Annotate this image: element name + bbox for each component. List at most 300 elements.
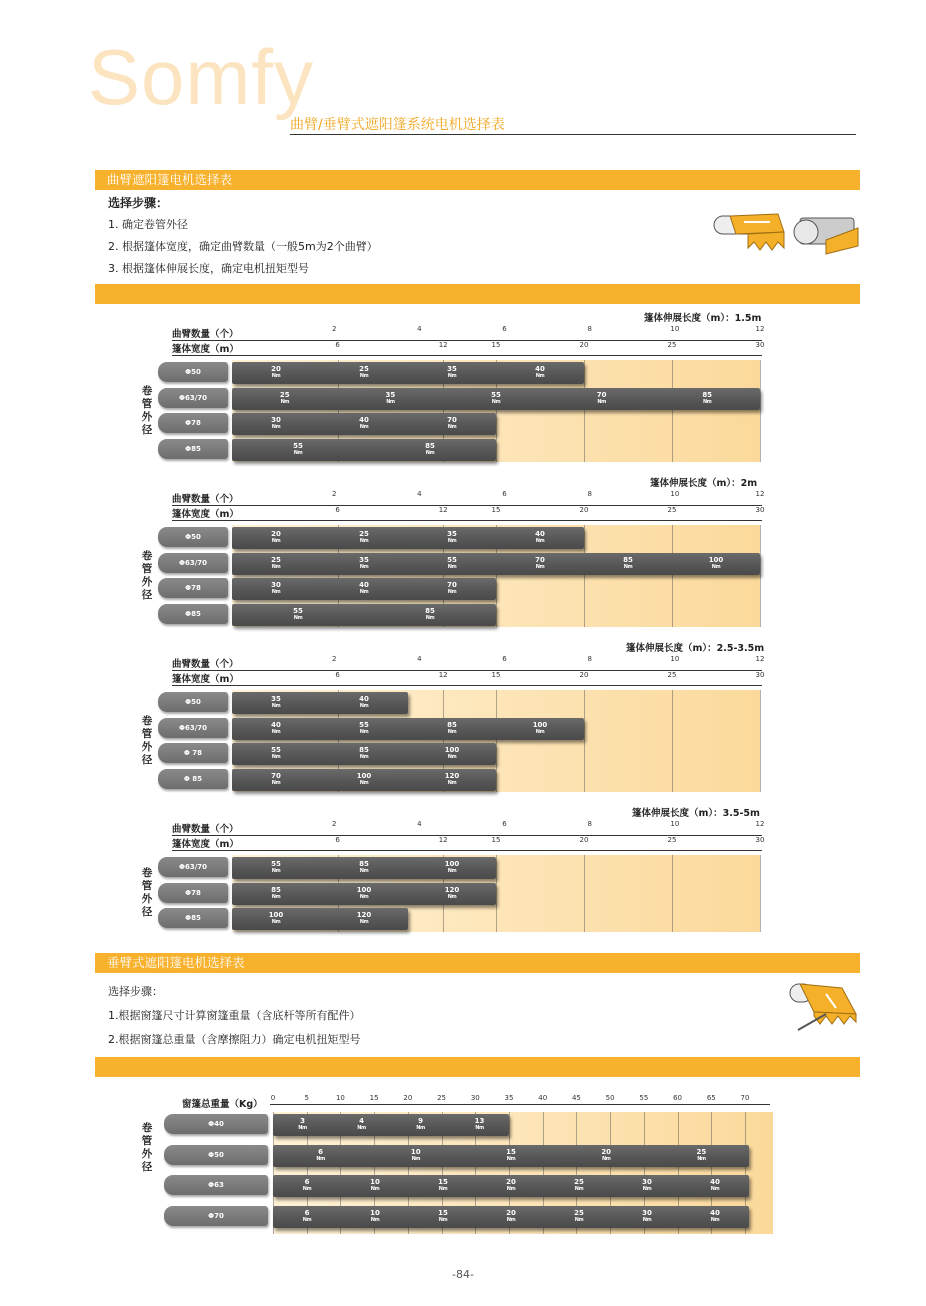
grid-line <box>584 855 585 932</box>
torque-value <box>447 722 457 736</box>
torque-unit: Nm <box>447 538 457 544</box>
torque-number: 100 <box>268 911 284 919</box>
torque-number: 120 <box>356 911 372 919</box>
torque-number: 100 <box>708 555 724 564</box>
vertical-char: 卷 <box>141 715 153 727</box>
torque-number: 30 <box>642 1208 652 1217</box>
torque-bar <box>232 413 496 435</box>
arm-tick-label: 4 <box>417 655 422 663</box>
torque-unit: Nm <box>359 589 369 595</box>
width-tick-label: 20 <box>579 671 589 679</box>
torque-number: 100 <box>356 885 372 894</box>
torque-unit: Nm <box>447 589 457 595</box>
torque-unit: Nm <box>425 449 435 456</box>
tube-pill: Φ50 <box>158 527 228 547</box>
width-tick-label: 6 <box>335 341 340 349</box>
torque-unit: Nm <box>359 893 369 900</box>
vertical-char: 卷 <box>141 550 153 562</box>
width-tick-label: 15 <box>491 671 501 679</box>
torque-unit: Nm <box>447 563 457 570</box>
torque-value <box>411 1149 421 1163</box>
arm-tick-label: 12 <box>755 325 765 333</box>
torque-value <box>271 366 281 380</box>
arm-tick-label: 6 <box>502 820 507 828</box>
torque-unit: Nm <box>642 1216 652 1223</box>
torque-number: 35 <box>447 365 457 373</box>
arm-tick-label: 2 <box>331 325 337 333</box>
vertical-char: 外 <box>141 1148 153 1160</box>
chart-title: 篷体伸展长度（m）：2.5-3.5m <box>626 643 765 654</box>
tube-pill: Φ63/70 <box>158 553 228 573</box>
torque-number: 30 <box>271 416 281 424</box>
torque-number: 9 <box>418 1117 423 1125</box>
arm-tick-label: 10 <box>670 655 680 663</box>
torque-unit: Nm <box>359 754 369 760</box>
tube-pill: Φ50 <box>158 692 228 712</box>
arm-count-label: 曲臂数量（个） <box>172 494 239 505</box>
torque-value <box>445 887 460 901</box>
torque-bar <box>232 692 408 714</box>
torque-value <box>271 747 281 761</box>
torque-number: 85 <box>702 390 713 399</box>
cassette-awning-icon <box>792 210 862 258</box>
torque-unit: Nm <box>271 868 281 874</box>
torque-bar <box>232 604 496 626</box>
torque-value <box>269 912 284 926</box>
vertical-char: 径 <box>141 906 153 919</box>
width-tick-label: 6 <box>335 671 340 679</box>
weight-tick-label: 20 <box>403 1094 413 1102</box>
torque-unit: Nm <box>359 703 369 709</box>
torque-bar <box>232 857 496 879</box>
torque-value <box>357 1118 365 1132</box>
torque-unit: Nm <box>447 424 457 430</box>
section-title: 曲臂遮阳篷电机选择表 <box>107 172 233 187</box>
section-header-drop <box>95 953 860 973</box>
torque-number: 85 <box>425 441 435 450</box>
vertical-char: 管 <box>141 398 153 410</box>
torque-number: 85 <box>271 885 281 894</box>
axis-line <box>172 685 762 686</box>
torque-unit: Nm <box>574 1216 584 1223</box>
section-header-arm <box>95 170 860 190</box>
width-tick-label: 15 <box>491 341 501 349</box>
torque-unit: Nm <box>370 1186 380 1192</box>
grid-line <box>760 360 761 462</box>
torque-value <box>359 722 369 736</box>
arm-tick-label: 12 <box>755 820 765 828</box>
torque-value <box>438 1210 448 1224</box>
tube-pill: Φ63 <box>164 1175 268 1195</box>
torque-unit: Nm <box>386 398 395 405</box>
torque-unit: Nm <box>271 893 281 900</box>
width-label: 篷体宽度（m） <box>172 509 239 520</box>
tube-pill: Φ70 <box>164 1206 268 1226</box>
torque-number: 25 <box>574 1178 584 1186</box>
torque-number: 40 <box>535 530 545 538</box>
torque-value <box>271 887 281 901</box>
torque-number: 35 <box>447 530 457 538</box>
torque-value <box>359 747 369 761</box>
torque-bar <box>273 1145 749 1167</box>
torque-value <box>357 887 372 901</box>
torque-value <box>445 773 460 787</box>
axis-line <box>172 520 762 521</box>
brand-watermark: Somfy <box>88 33 315 121</box>
torque-unit: Nm <box>535 728 545 735</box>
torque-bar <box>273 1206 749 1228</box>
torque-number: 40 <box>359 581 369 589</box>
step-item: 2. 根据篷体宽度，确定曲臂数量（一般5m为2个曲臂） <box>108 240 378 253</box>
width-tick-label: 20 <box>579 506 589 514</box>
torque-number: 4 <box>359 1117 364 1125</box>
section-divider-bar <box>95 1057 860 1077</box>
tube-pill: Φ78 <box>158 413 228 433</box>
torque-number: 70 <box>447 416 457 424</box>
torque-number: 70 <box>535 555 545 564</box>
step-item: 2.根据窗篷总重量（含摩擦阻力）确定电机扭矩型号 <box>108 1033 361 1046</box>
torque-unit: Nm <box>447 728 457 735</box>
torque-value <box>293 608 303 622</box>
torque-unit: Nm <box>623 563 633 570</box>
torque-value <box>697 1149 707 1163</box>
grid-line <box>584 525 585 627</box>
torque-unit: Nm <box>316 1155 325 1162</box>
torque-bar <box>232 769 496 791</box>
section-divider-bar <box>95 284 860 304</box>
torque-unit: Nm <box>601 1155 611 1162</box>
weight-label: 窗篷总重量（Kg） <box>182 1099 263 1110</box>
arm-tick-label: 4 <box>417 820 422 828</box>
torque-unit: Nm <box>416 1125 425 1131</box>
torque-value <box>506 1149 516 1163</box>
arm-count-label: 曲臂数量（个） <box>172 329 239 340</box>
torque-unit: Nm <box>271 919 281 925</box>
torque-unit: Nm <box>535 538 545 544</box>
weight-tick-label: 65 <box>706 1094 716 1102</box>
arm-tick-label: 8 <box>587 655 592 663</box>
width-tick-label: 30 <box>755 506 765 514</box>
torque-value <box>601 1149 611 1163</box>
torque-bar <box>232 718 584 740</box>
torque-unit: Nm <box>506 1186 516 1192</box>
torque-value <box>370 1210 380 1224</box>
torque-value <box>359 557 369 571</box>
torque-value <box>574 1210 584 1224</box>
torque-value <box>642 1210 652 1224</box>
torque-number: 25 <box>279 390 290 399</box>
grid-line <box>496 855 497 932</box>
grid-line <box>760 855 761 932</box>
torque-unit: Nm <box>302 1216 312 1223</box>
torque-value <box>710 1179 720 1193</box>
vertical-char: 卷 <box>141 867 153 880</box>
axis-line <box>270 1104 770 1105</box>
torque-bar <box>232 908 408 930</box>
vertical-char: 外 <box>141 576 153 588</box>
torque-unit: Nm <box>271 589 281 595</box>
vertical-char: 管 <box>141 728 153 740</box>
torque-number: 25 <box>359 365 369 373</box>
tube-pill: Φ 85 <box>158 769 228 789</box>
torque-value <box>710 1210 720 1224</box>
tube-pill: Φ85 <box>158 604 228 624</box>
torque-unit: Nm <box>271 538 281 544</box>
tube-pill: Φ63/70 <box>158 718 228 738</box>
torque-number: 30 <box>642 1178 652 1186</box>
torque-value <box>271 773 281 787</box>
arm-tick-label: 4 <box>417 325 422 333</box>
vertical-char: 外 <box>141 893 153 906</box>
torque-value <box>445 747 460 761</box>
width-tick-label: 30 <box>755 836 765 844</box>
arm-tick-label: 8 <box>587 325 592 333</box>
torque-value <box>271 861 281 875</box>
torque-value <box>535 366 545 380</box>
torque-unit: Nm <box>597 398 606 405</box>
steps-drop <box>108 980 361 1052</box>
torque-value <box>425 608 435 622</box>
torque-unit: Nm <box>293 449 303 456</box>
tube-diameter-label <box>140 715 154 767</box>
arm-tick-label: 10 <box>670 820 680 828</box>
arm-tick-label: 6 <box>502 325 507 333</box>
grid-line <box>672 690 673 792</box>
torque-value <box>491 392 501 406</box>
torque-value <box>271 722 281 736</box>
weight-tick-label: 15 <box>369 1094 379 1102</box>
torque-number: 100 <box>356 771 372 780</box>
arm-tick-label: 2 <box>331 820 337 828</box>
vertical-char: 径 <box>141 754 153 766</box>
torque-unit: Nm <box>710 1216 720 1223</box>
torque-bar <box>232 388 760 410</box>
vertical-char: 管 <box>141 1135 153 1147</box>
axis-line <box>172 850 762 851</box>
weight-tick-label: 25 <box>437 1094 447 1102</box>
torque-unit: Nm <box>359 868 369 874</box>
torque-unit: Nm <box>359 779 369 786</box>
vertical-char: 径 <box>141 589 153 601</box>
tube-pill: Φ40 <box>164 1114 268 1134</box>
torque-unit: Nm <box>359 538 369 544</box>
torque-unit: Nm <box>370 1216 380 1223</box>
torque-number: 10 <box>370 1178 380 1186</box>
tube-diameter-label <box>140 550 154 602</box>
torque-number: 40 <box>535 365 545 373</box>
torque-value <box>447 582 457 596</box>
tube-pill: Φ78 <box>158 578 228 598</box>
torque-value <box>359 417 369 431</box>
grid-line <box>672 525 673 627</box>
torque-bar <box>273 1114 509 1136</box>
torque-unit: Nm <box>535 373 545 379</box>
weight-tick-label: 70 <box>740 1094 750 1102</box>
arm-tick-label: 6 <box>502 490 507 498</box>
torque-value <box>535 557 545 571</box>
arm-awning-icon <box>708 208 788 258</box>
torque-number: 70 <box>596 390 607 399</box>
torque-unit: Nm <box>475 1125 484 1131</box>
torque-value <box>438 1179 448 1193</box>
torque-unit: Nm <box>298 1125 307 1131</box>
torque-unit: Nm <box>438 1216 448 1223</box>
torque-number: 3 <box>300 1117 305 1125</box>
weight-tick-label: 10 <box>335 1094 345 1102</box>
torque-unit: Nm <box>359 919 369 925</box>
vertical-char: 径 <box>141 424 153 436</box>
torque-value <box>475 1118 485 1132</box>
torque-value <box>709 557 724 571</box>
torque-unit: Nm <box>506 1155 516 1162</box>
torque-number: 85 <box>425 606 435 615</box>
torque-value <box>445 861 460 875</box>
torque-number: 20 <box>271 365 281 373</box>
torque-number: 6 <box>318 1147 324 1156</box>
tube-pill: Φ85 <box>158 439 228 459</box>
chart-title: 篷体伸展长度（m）：3.5-5m <box>632 808 760 819</box>
steps-arm <box>108 192 378 280</box>
tube-diameter-label <box>140 867 154 919</box>
torque-number: 55 <box>447 555 457 564</box>
grid-line <box>496 690 497 792</box>
arm-tick-label: 8 <box>587 820 592 828</box>
width-tick-label: 25 <box>667 836 677 844</box>
torque-number: 85 <box>623 555 633 564</box>
step-item: 1.根据窗篷尺寸计算窗篷重量（含底杆等所有配件） <box>108 1009 361 1022</box>
torque-unit: Nm <box>359 373 369 379</box>
torque-value <box>597 392 607 406</box>
page-title: 曲臂/垂臂式遮阳篷系统电机选择表 <box>290 117 505 133</box>
torque-value <box>425 443 435 457</box>
torque-unit: Nm <box>293 614 303 621</box>
torque-number: 40 <box>359 695 369 703</box>
torque-value <box>271 557 281 571</box>
torque-value <box>506 1179 516 1193</box>
chart-title: 篷体伸展长度（m）：1.5m <box>644 313 762 324</box>
torque-value <box>293 443 303 457</box>
torque-value <box>359 366 369 380</box>
weight-tick-label: 50 <box>605 1094 615 1102</box>
weight-tick-label: 0 <box>270 1094 276 1102</box>
torque-unit: Nm <box>642 1186 652 1192</box>
torque-number: 40 <box>710 1208 720 1217</box>
torque-unit: Nm <box>302 1186 312 1192</box>
torque-unit: Nm <box>271 373 281 379</box>
torque-bar <box>232 743 496 765</box>
torque-unit: Nm <box>425 614 435 621</box>
torque-value <box>359 696 369 710</box>
torque-value <box>447 557 457 571</box>
torque-number: 100 <box>444 860 460 868</box>
torque-value <box>574 1179 584 1193</box>
torque-unit: Nm <box>710 1186 720 1192</box>
width-tick-label: 12 <box>438 836 448 844</box>
width-tick-label: 15 <box>491 506 501 514</box>
vertical-char: 管 <box>141 563 153 575</box>
arm-tick-label: 4 <box>417 490 422 498</box>
arm-count-label: 曲臂数量（个） <box>172 824 239 835</box>
torque-number: 10 <box>370 1208 380 1217</box>
torque-value <box>447 366 457 380</box>
torque-unit: Nm <box>359 424 369 430</box>
vertical-char: 径 <box>141 1161 153 1173</box>
page-number: -84- <box>452 1268 474 1281</box>
drop-arm-awning-icon <box>786 978 862 1042</box>
torque-number: 20 <box>271 530 281 538</box>
torque-unit: Nm <box>438 1186 448 1192</box>
torque-value <box>359 531 369 545</box>
tube-pill: Φ63/70 <box>158 388 228 408</box>
arm-tick-label: 6 <box>502 655 507 663</box>
torque-number: 85 <box>359 746 369 754</box>
torque-number: 30 <box>271 581 281 589</box>
torque-unit: Nm <box>447 779 457 786</box>
weight-tick-label: 30 <box>470 1094 480 1102</box>
torque-unit: Nm <box>491 398 501 405</box>
torque-bar <box>232 527 584 549</box>
tube-pill: Φ85 <box>158 908 228 928</box>
torque-value <box>506 1210 516 1224</box>
torque-number: 40 <box>710 1178 720 1186</box>
torque-bar <box>273 1175 749 1197</box>
torque-number: 55 <box>293 606 303 615</box>
torque-number: 20 <box>506 1178 516 1186</box>
arm-tick-label: 10 <box>670 325 680 333</box>
torque-value <box>359 861 369 875</box>
grid-line <box>760 690 761 792</box>
grid-line <box>584 360 585 462</box>
torque-number: 70 <box>271 771 281 780</box>
width-tick-label: 6 <box>335 836 340 844</box>
tube-pill: Φ50 <box>164 1145 268 1165</box>
vertical-char: 卷 <box>141 1122 153 1134</box>
torque-unit: Nm <box>271 728 281 735</box>
torque-value <box>357 912 372 926</box>
arm-count-label: 曲臂数量（个） <box>172 659 239 670</box>
torque-unit: Nm <box>535 563 545 570</box>
torque-number: 15 <box>438 1178 448 1186</box>
torque-number: 25 <box>574 1208 584 1217</box>
weight-tick-label: 35 <box>504 1094 514 1102</box>
torque-unit: Nm <box>271 703 281 709</box>
steps-heading: 选择步骤： <box>108 196 169 210</box>
torque-unit: Nm <box>447 868 457 874</box>
torque-unit: Nm <box>447 373 457 379</box>
weight-tick-label: 5 <box>304 1094 309 1102</box>
width-tick-label: 30 <box>755 341 765 349</box>
steps-heading: 选择步骤： <box>108 985 163 998</box>
torque-value <box>303 1179 311 1193</box>
arm-tick-label: 12 <box>755 490 765 498</box>
arm-tick-label: 10 <box>670 490 680 498</box>
torque-value <box>447 531 457 545</box>
torque-number: 55 <box>491 390 501 399</box>
vertical-char: 卷 <box>141 385 153 397</box>
torque-value <box>303 1210 311 1224</box>
torque-number: 25 <box>271 555 281 564</box>
grid-line <box>760 525 761 627</box>
title-rule <box>290 134 856 135</box>
width-tick-label: 12 <box>438 506 448 514</box>
torque-value <box>370 1179 380 1193</box>
torque-value <box>359 582 369 596</box>
torque-number: 6 <box>304 1208 310 1217</box>
arm-tick-label: 2 <box>331 490 337 498</box>
torque-unit: Nm <box>447 893 457 900</box>
torque-value <box>623 557 633 571</box>
grid-line <box>584 690 585 792</box>
